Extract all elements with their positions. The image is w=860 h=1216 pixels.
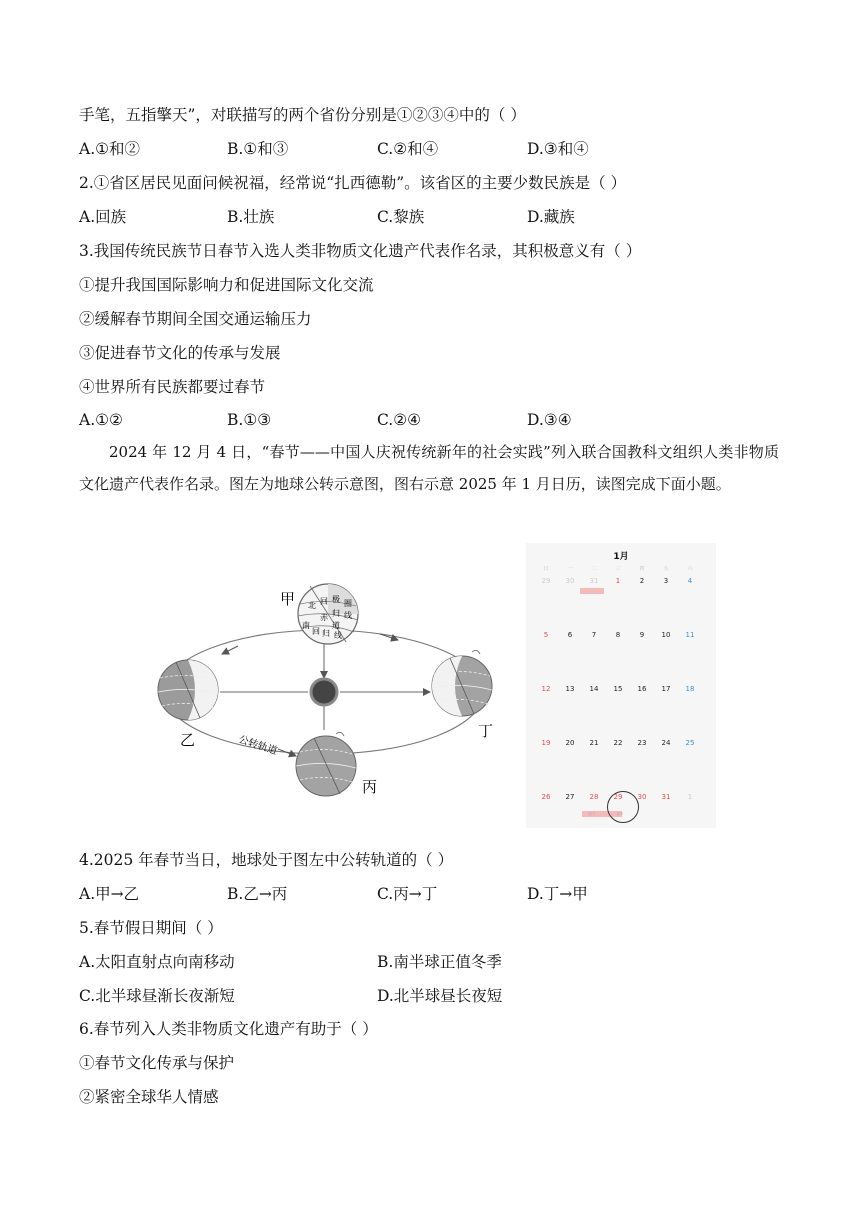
globe-label: 道 — [332, 621, 340, 630]
calendar-day: 15 — [613, 685, 623, 693]
globe-label: 归 — [322, 629, 330, 638]
q3-option-b: B.①③ — [227, 411, 272, 429]
calendar-day: 4 — [687, 577, 693, 585]
q3-option-d: D.③④ — [527, 411, 572, 429]
calendar-day: 6 — [567, 631, 573, 639]
calendar-january-2025 — [526, 543, 716, 828]
q2-option-a: A.回族 — [79, 208, 127, 226]
calendar-month: 1月 — [613, 552, 629, 562]
q3-item-4: ④世界所有民族都要过春节 — [79, 378, 266, 396]
event-spring: 春节 — [616, 812, 624, 816]
calendar-day: 13 — [565, 685, 575, 693]
reading-passage-text: 2024 年 12 月 4 日，“春节——中国人庆祝传统新年的社会实践”列入联合国教科文组织人类非物质文化遗产代表作名录。图左为地球公转示意图，图右示意 2025 年 1 月日历，读图完成下面小题。 — [79, 443, 779, 493]
question-1-stem-tail: 手笔，五指擎天”，对联描写的两个省份分别是①②③④中的（ ） — [79, 106, 526, 124]
orbit-arrow — [222, 646, 238, 654]
calendar-day: 12 — [541, 685, 551, 693]
calendar-day: 26 — [541, 793, 551, 801]
calendar-day: 30 — [565, 577, 575, 585]
q3-option-c: C.②④ — [377, 411, 422, 429]
calendar-day: 24 — [661, 739, 671, 747]
calendar-weekday: 五 — [663, 566, 669, 572]
calendar-day: 7 — [591, 631, 597, 639]
calendar-day: 20 — [565, 739, 575, 747]
calendar-weekday: 六 — [687, 566, 693, 572]
q5-option-c: C.北半球昼渐长夜渐短 — [79, 987, 235, 1005]
calendar-day: 23 — [637, 739, 647, 747]
calendar-day: 16 — [637, 685, 647, 693]
calendar-day: 31 — [661, 793, 671, 801]
calendar-weekday: 日 — [543, 566, 549, 572]
globe-label: 圈 — [344, 599, 352, 608]
calendar-day: 11 — [685, 631, 695, 639]
q2-option-b: B.壮族 — [227, 208, 275, 226]
q4-option-b: B.乙→丙 — [227, 885, 288, 903]
calendar-weekday: 四 — [639, 566, 645, 572]
q1-option-a: A.①和② — [79, 140, 141, 158]
label-ding: 丁 — [478, 722, 494, 740]
question-3-stem: 3.我国传统民族节日春节入选人类非物质文化遗产代表作名录，其积极意义有（ ） — [79, 242, 642, 260]
sun — [311, 679, 337, 705]
calendar-day: 18 — [685, 685, 695, 693]
label-yi: 乙 — [180, 731, 196, 749]
q4-option-d: D.丁→甲 — [527, 885, 588, 903]
q6-item-1: ①春节文化传承与保护 — [79, 1054, 235, 1072]
q1-option-d: D.③和④ — [527, 140, 589, 158]
spring-festival-circle — [607, 791, 639, 823]
q5-option-d: D.北半球昼长夜短 — [377, 987, 503, 1005]
globe-label: 回 — [312, 627, 320, 636]
q2-option-c: C.黎族 — [377, 208, 425, 226]
globe-bing — [296, 732, 356, 796]
label-jia: 甲 — [280, 590, 296, 608]
question-4-stem: 4.2025 年春节当日，地球处于图左中公转轨道的（ ） — [79, 851, 454, 869]
globe-label: 北 — [308, 601, 316, 610]
q3-item-1: ①提升我国国际影响力和促进国际文化交流 — [79, 276, 374, 294]
globe-label: 极 — [332, 595, 340, 604]
calendar-weekday: 三 — [615, 566, 621, 572]
globe-label: 赤 — [320, 613, 328, 622]
calendar-day: 17 — [661, 685, 671, 693]
calendar-day: 22 — [613, 739, 623, 747]
globe-yi — [158, 660, 218, 720]
q2-option-d: D.藏族 — [527, 208, 575, 226]
calendar-day: 28 — [589, 793, 599, 801]
q1-option-c: C.②和④ — [377, 140, 439, 158]
q6-item-2: ②紧密全球华人情感 — [79, 1088, 219, 1106]
calendar-day: 31 — [589, 577, 599, 585]
calendar-day: 30 — [637, 793, 647, 801]
calendar-day: 29 — [613, 793, 623, 801]
calendar-day: 25 — [685, 739, 695, 747]
q3-option-a: A.①② — [79, 411, 123, 429]
question-2-stem: 2.①省区居民见面问候祝福，经常说“扎西德勒”。该省区的主要少数民族是（ ） — [79, 174, 627, 192]
calendar-day: 27 — [565, 793, 575, 801]
q5-option-a: A.太阳直射点向南移动 — [79, 953, 235, 971]
q1-option-b: B.①和③ — [227, 140, 289, 158]
q4-option-a: A.甲→乙 — [79, 885, 140, 903]
question-6-stem: 6.春节列入人类非物质文化遗产有助于（ ） — [79, 1020, 378, 1038]
calendar-day: 5 — [543, 631, 549, 639]
q4-option-c: C.丙→丁 — [377, 885, 438, 903]
q3-item-3: ③促进春节文化的传承与发展 — [79, 344, 281, 362]
globe-label: 回 — [320, 597, 328, 606]
q3-item-2: ②缓解春节期间全国交通运输压力 — [79, 310, 312, 328]
globe-jia — [298, 582, 358, 644]
calendar-day: 21 — [589, 739, 599, 747]
calendar-day: 29 — [541, 577, 551, 585]
calendar-day: 1 — [687, 793, 693, 801]
globe-ding — [432, 650, 492, 716]
globe-label: 线 — [334, 631, 342, 640]
reading-passage — [79, 436, 779, 500]
label-bing: 丙 — [362, 778, 378, 796]
calendar-day: 14 — [589, 685, 599, 693]
calendar-day: 10 — [661, 631, 671, 639]
globe-label: 线 — [344, 611, 352, 620]
question-5-stem: 5.春节假日期间（ ） — [79, 919, 223, 937]
calendar-day: 2 — [639, 577, 645, 585]
calendar-weekday: 一 — [567, 566, 573, 572]
event-eve: 除夕 — [588, 812, 596, 816]
calendar-weekday: 二 — [591, 566, 597, 572]
globe-label: 归 — [332, 609, 340, 618]
calendar-day: 8 — [615, 631, 621, 639]
new-year-highlight — [580, 588, 604, 594]
calendar-day: 3 — [663, 577, 669, 585]
orbit-label: 公转轨道 — [237, 734, 279, 758]
q5-option-b: B.南半球正值冬季 — [377, 953, 502, 971]
calendar-day: 1 — [615, 577, 621, 585]
earth-revolution-diagram — [150, 582, 510, 812]
calendar-day: 9 — [639, 631, 645, 639]
calendar-day: 19 — [541, 739, 551, 747]
globe-label: 南 — [302, 621, 310, 630]
